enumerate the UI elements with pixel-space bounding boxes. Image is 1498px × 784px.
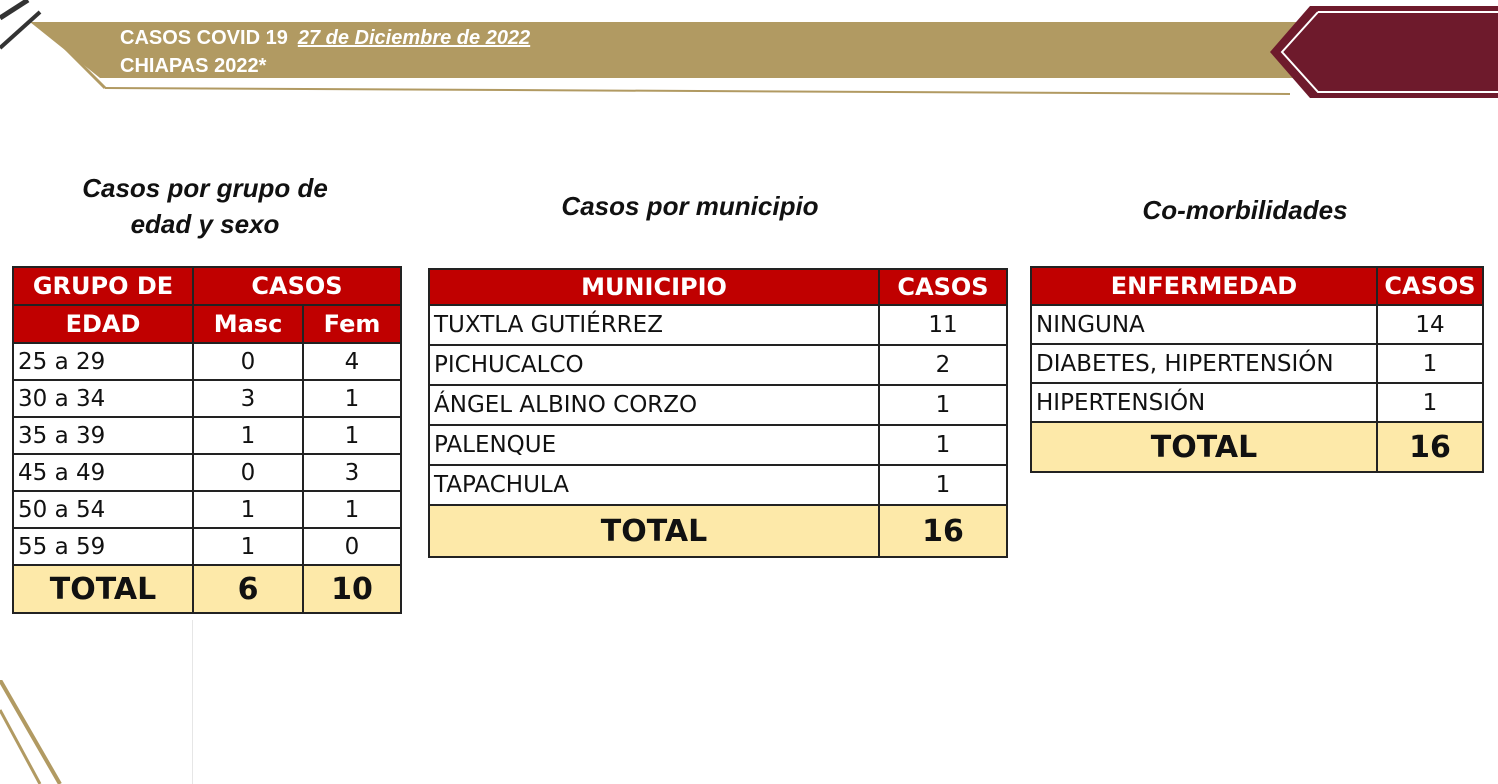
disease-cell: HIPERTENSIÓN xyxy=(1031,383,1377,422)
age-group-cell: 35 a 39 xyxy=(13,417,193,454)
age-group-cell: 55 a 59 xyxy=(13,528,193,565)
header-title xyxy=(120,26,530,50)
col-header-disease: ENFERMEDAD xyxy=(1031,267,1377,305)
col-header-cases: CASOS xyxy=(1377,267,1483,305)
municipio-section-title: Casos por municipio xyxy=(561,191,819,221)
col-header-cases: CASOS xyxy=(879,269,1007,305)
table-row xyxy=(13,491,401,528)
age-sex-table xyxy=(12,266,402,614)
col-header-masc: Masc xyxy=(193,305,303,343)
masc-cell: 1 xyxy=(193,491,303,528)
total-label: TOTAL xyxy=(429,505,879,557)
municipio-cell: PALENQUE xyxy=(429,425,879,465)
total-row xyxy=(1031,422,1483,472)
morbidity-table xyxy=(1030,266,1484,473)
municipio-table xyxy=(428,268,1008,558)
table-row xyxy=(429,385,1007,425)
total-row xyxy=(429,505,1007,557)
masc-cell: 0 xyxy=(193,454,303,491)
age-group-cell: 30 a 34 xyxy=(13,380,193,417)
total-value: 16 xyxy=(1377,422,1483,472)
table-row xyxy=(429,305,1007,345)
table-row xyxy=(13,380,401,417)
table-row xyxy=(429,465,1007,505)
table-row xyxy=(13,417,401,454)
col-header-group-2: EDAD xyxy=(13,305,193,343)
municipio-cell: TAPACHULA xyxy=(429,465,879,505)
masc-cell: 1 xyxy=(193,417,303,454)
cases-cell: 2 xyxy=(879,345,1007,385)
table-row xyxy=(429,425,1007,465)
header-subtitle: CHIAPAS 2022* xyxy=(120,55,267,77)
col-header-group: GRUPO DE xyxy=(13,267,193,305)
masc-cell: 3 xyxy=(193,380,303,417)
table-row xyxy=(429,345,1007,385)
col-header-cases: CASOS xyxy=(193,267,401,305)
table-row xyxy=(13,528,401,565)
cases-cell: 14 xyxy=(1377,305,1483,344)
fem-cell: 1 xyxy=(303,417,401,454)
fem-cell: 0 xyxy=(303,528,401,565)
table-row xyxy=(13,454,401,491)
cases-cell: 1 xyxy=(879,425,1007,465)
corner-decoration xyxy=(0,680,90,784)
cases-cell: 1 xyxy=(1377,383,1483,422)
cases-cell: 1 xyxy=(879,385,1007,425)
cases-cell: 11 xyxy=(879,305,1007,345)
age-section-title xyxy=(30,170,380,242)
col-header-municipio: MUNICIPIO xyxy=(429,269,879,305)
table-row xyxy=(13,343,401,380)
table-row xyxy=(1031,344,1483,383)
municipio-cell: PICHUCALCO xyxy=(429,345,879,385)
total-label: TOTAL xyxy=(1031,422,1377,472)
cases-cell: 1 xyxy=(1377,344,1483,383)
table-row xyxy=(1031,305,1483,344)
fem-cell: 4 xyxy=(303,343,401,380)
masc-cell: 1 xyxy=(193,528,303,565)
municipio-cell: TUXTLA GUTIÉRREZ xyxy=(429,305,879,345)
age-group-cell: 25 a 29 xyxy=(13,343,193,380)
fem-cell: 1 xyxy=(303,491,401,528)
total-masc: 6 xyxy=(193,565,303,613)
total-label: TOTAL xyxy=(13,565,193,613)
divider-line xyxy=(192,620,193,784)
morbidity-section-title: Co-morbilidades xyxy=(1142,195,1348,225)
age-group-cell: 50 a 54 xyxy=(13,491,193,528)
age-group-cell: 45 a 49 xyxy=(13,454,193,491)
fem-cell: 1 xyxy=(303,380,401,417)
fem-cell: 3 xyxy=(303,454,401,491)
total-row xyxy=(13,565,401,613)
disease-cell: DIABETES, HIPERTENSIÓN xyxy=(1031,344,1377,383)
age-title-line2: edad y sexo xyxy=(130,209,280,239)
total-fem: 10 xyxy=(303,565,401,613)
col-header-fem: Fem xyxy=(303,305,401,343)
table-row xyxy=(1031,383,1483,422)
header-title-text: CASOS COVID 19 xyxy=(120,27,288,49)
masc-cell: 0 xyxy=(193,343,303,380)
header-date: 27 de Diciembre de 2022 xyxy=(297,27,531,49)
age-title-line1: Casos por grupo de xyxy=(82,173,328,203)
cases-cell: 1 xyxy=(879,465,1007,505)
total-value: 16 xyxy=(879,505,1007,557)
municipio-cell: ÁNGEL ALBINO CORZO xyxy=(429,385,879,425)
disease-cell: NINGUNA xyxy=(1031,305,1377,344)
